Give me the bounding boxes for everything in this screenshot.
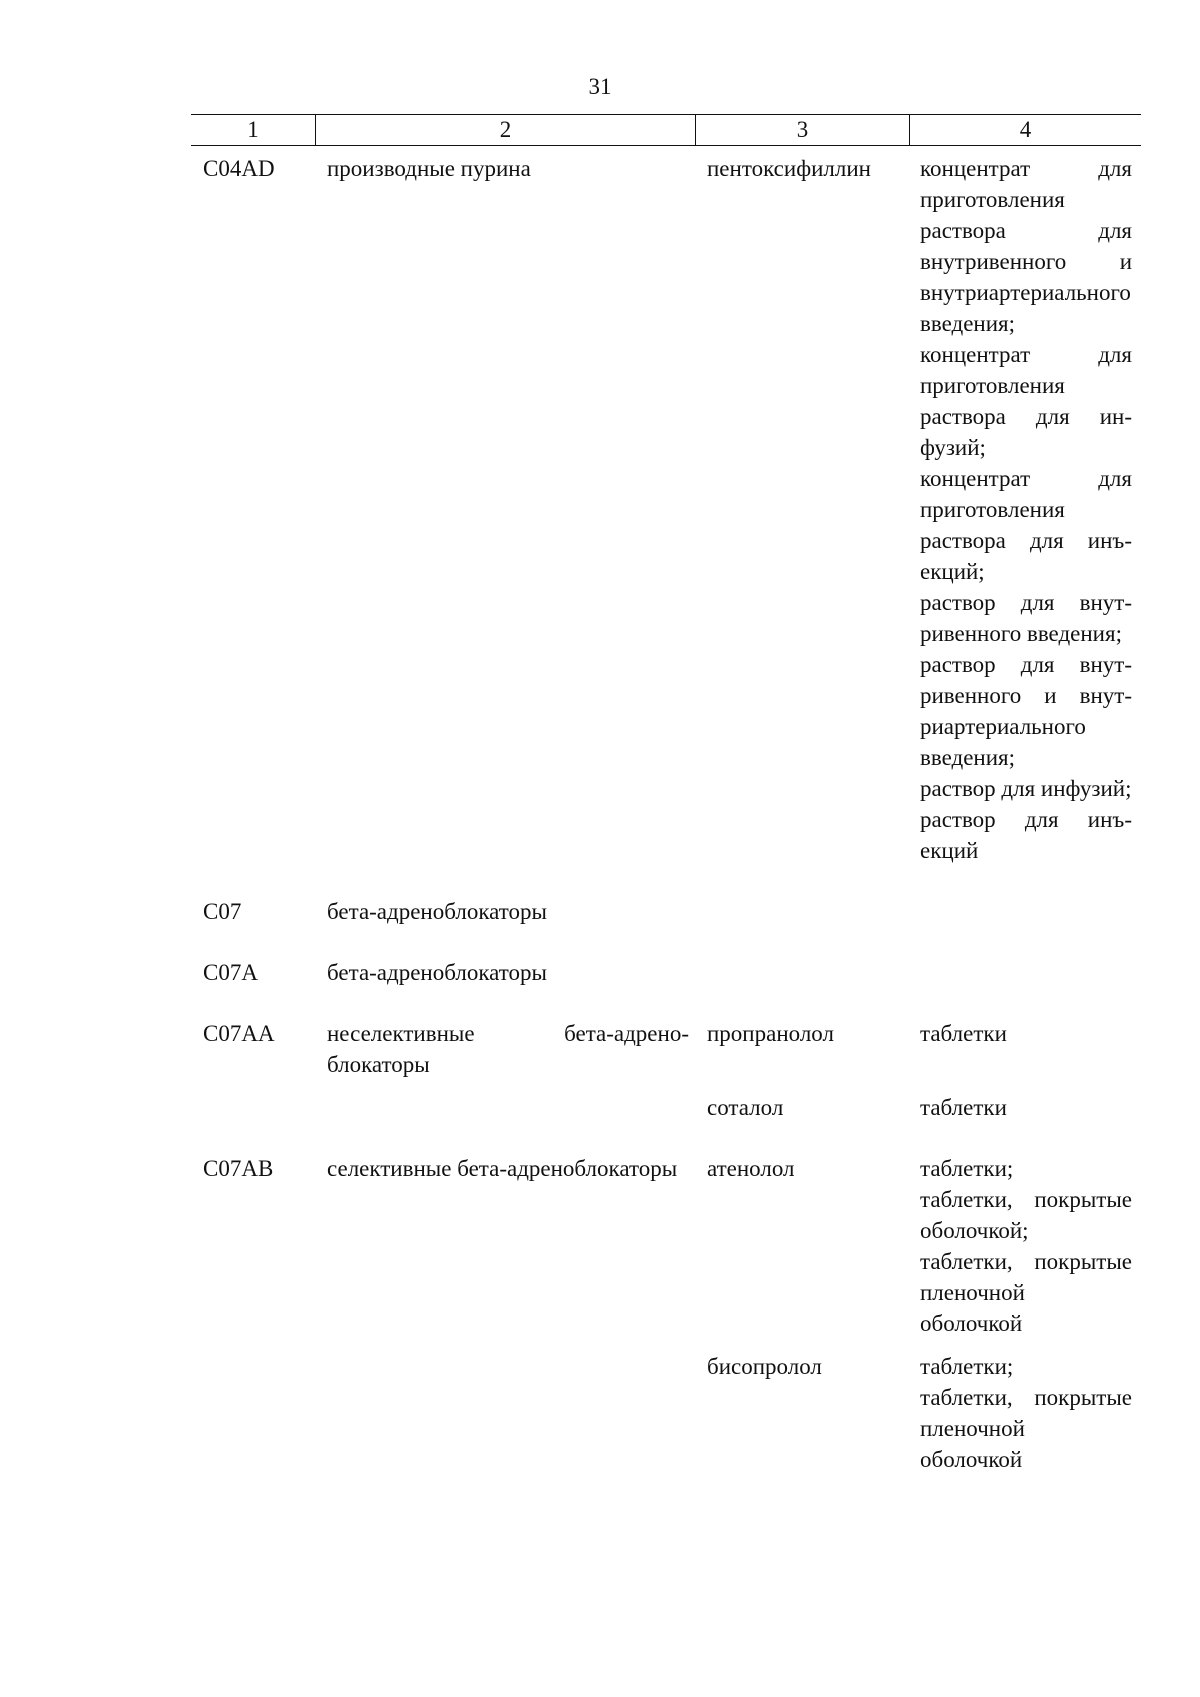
drug-name-cell: пропранолол <box>707 1021 834 1046</box>
dosage-form-line: таблетки; <box>920 1156 1014 1181</box>
group-name-cell: бета-адреноблокаторы <box>327 899 547 924</box>
atc-code-cell: C07AA <box>203 1021 275 1046</box>
dosage-form-line: таблетки, покрытые пленочной оболочкой <box>920 1385 1132 1472</box>
drug-name-cell: пентоксифиллин <box>707 156 871 181</box>
dosage-form-line: концентрат для приготовления раствора для инъекций; <box>920 466 1132 584</box>
dosage-form-line: концентрат для приготовления раствора для инфузий; <box>920 342 1132 460</box>
row-spacer <box>191 1080 1141 1092</box>
dosage-form-line: раствор для инъекций <box>920 807 1132 863</box>
table-header-row <box>191 114 1141 146</box>
dosage-form-line: таблетки; <box>920 1354 1014 1379</box>
column-header-4: 4 <box>909 115 1141 145</box>
dosage-forms-cell <box>909 1092 1141 1123</box>
table-body <box>191 146 1141 1475</box>
row-spacer <box>191 927 1141 957</box>
dosage-form-line: таблетки, покрытые оболочкой; <box>920 1187 1132 1243</box>
dosage-form-line: раствор для внутривенного и внутриартериального введения; <box>920 652 1132 770</box>
drug-name-cell: соталол <box>707 1095 784 1120</box>
row-spacer <box>191 1123 1141 1153</box>
column-header-2: 2 <box>315 115 695 145</box>
column-header-3: 3 <box>695 115 909 145</box>
atc-code-cell: C07A <box>203 960 258 985</box>
dosage-forms-cell <box>909 1153 1141 1339</box>
group-name-cell: селективные бета-адреноблокаторы <box>327 1156 678 1181</box>
drug-name-cell: атенолол <box>707 1156 795 1181</box>
dosage-forms-cell <box>909 153 1141 866</box>
atc-code-cell: C04AD <box>203 156 275 181</box>
group-name-cell: производные пурина <box>327 156 531 181</box>
table-row <box>191 1351 1141 1475</box>
row-spacer <box>191 866 1141 896</box>
group-name-cell: бета-адреноблокаторы <box>327 960 547 985</box>
dosage-form-line: раствор для внутривенного введения; <box>920 590 1132 646</box>
dosage-form-line: таблетки <box>920 1021 1007 1046</box>
table-row <box>191 153 1141 866</box>
atc-code-cell: C07 <box>203 899 242 924</box>
dosage-forms-cell <box>909 1018 1141 1049</box>
atc-code-cell: C07AB <box>203 1156 274 1181</box>
drug-name-cell: бисопролол <box>707 1354 822 1379</box>
table-row <box>191 1092 1141 1123</box>
row-spacer <box>191 1339 1141 1351</box>
dosage-form-line: концентрат для приготовления раствора для внутривенного и внутриартериального введения; <box>920 156 1132 336</box>
table-row <box>191 957 1141 988</box>
table-row <box>191 896 1141 927</box>
dosage-form-line: таблетки <box>920 1095 1007 1120</box>
drug-table <box>191 114 1141 1475</box>
dosage-form-line: раствор для инфузий; <box>920 776 1132 801</box>
dosage-form-line: таблетки, покрытые пленочной оболочкой <box>920 1249 1132 1336</box>
group-name-cell: неселективные бета-адреноблокаторы <box>327 1021 689 1077</box>
row-spacer <box>191 988 1141 1018</box>
table-row <box>191 1153 1141 1339</box>
table-row <box>191 1018 1141 1080</box>
page-number: 31 <box>588 74 612 99</box>
column-header-1: 1 <box>247 117 259 142</box>
dosage-forms-cell <box>909 1351 1141 1475</box>
